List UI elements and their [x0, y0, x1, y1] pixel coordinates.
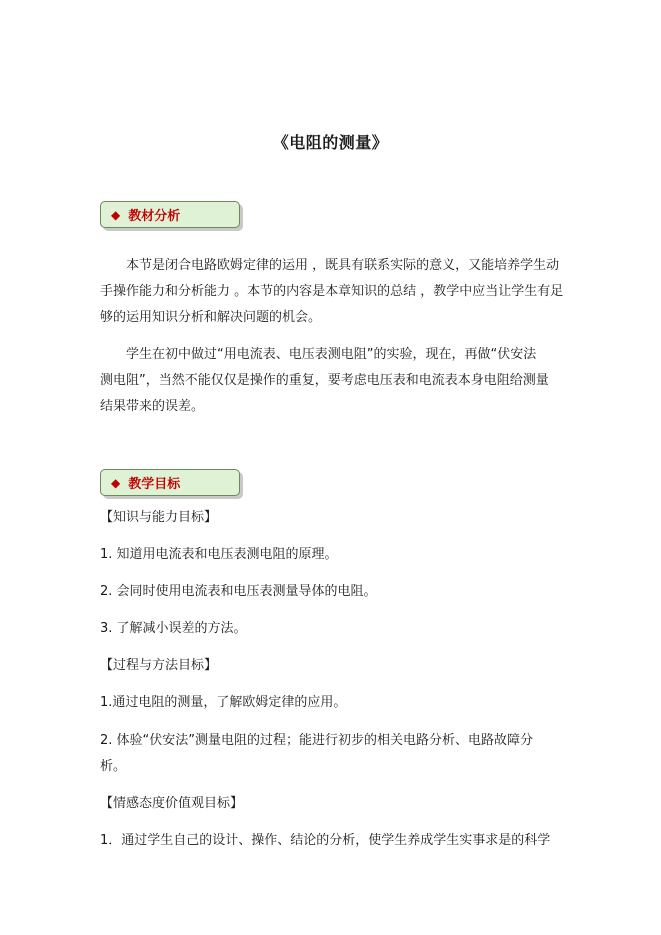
process-item-2-continued: 析。	[100, 759, 127, 774]
text-line: 够的运用知识分析和解决问题的机会。	[100, 310, 322, 325]
process-heading: 【过程与方法目标】	[100, 658, 218, 673]
text-line: 学生在初中做过“用电流表、电压表测电阻”的实验，现在，再做“伏安法	[126, 347, 537, 362]
knowledge-heading: 【知识与能力目标】	[100, 510, 218, 525]
knowledge-item-1: 1. 知道用电流表和电压表测电阻的原理。	[100, 547, 338, 562]
section-header-goals	[100, 469, 240, 496]
text-line: 测电阻”，当然不能仅仅是操作的重复，要考虑电压表和电流表本身电阻给测量	[100, 373, 549, 388]
process-item-2: 2. 体验“伏安法”测量电阻的过程；能进行初步的相关电路分析、电路故障分	[100, 733, 534, 748]
diamond-bullet-icon: ◆	[111, 475, 121, 490]
diamond-bullet-icon: ◆	[111, 207, 121, 222]
emotion-item-1: 1．通过学生自己的设计、操作、结论的分析，使学生养成学生实事求是的科学	[100, 833, 551, 848]
emotion-heading: 【情感态度价值观目标】	[100, 796, 244, 811]
text-line: 结果带来的误差。	[100, 399, 205, 414]
section-label: 教学目标	[128, 477, 181, 492]
process-item-1: 1.通过电阻的测量，了解欧姆定律的应用。	[100, 695, 347, 710]
text-line: 本节是闭合电路欧姆定律的运用 ，既具有联系实际的意义，又能培养学生动	[126, 258, 560, 273]
section-label: 教材分析	[128, 209, 181, 224]
knowledge-item-3: 3. 了解减小误差的方法。	[100, 621, 247, 636]
page-title: 《电阻的测量》	[272, 133, 389, 152]
analysis-paragraph-2	[100, 342, 562, 420]
text-line: 手操作能力和分析能力 。本节的内容是本章知识的总结 ，教学中应当让学生有足	[100, 284, 564, 299]
analysis-paragraph-1	[100, 253, 562, 331]
knowledge-item-2: 2. 会同时使用电流表和电压表测量导体的电阻。	[100, 584, 377, 599]
section-header-analysis	[100, 201, 240, 228]
